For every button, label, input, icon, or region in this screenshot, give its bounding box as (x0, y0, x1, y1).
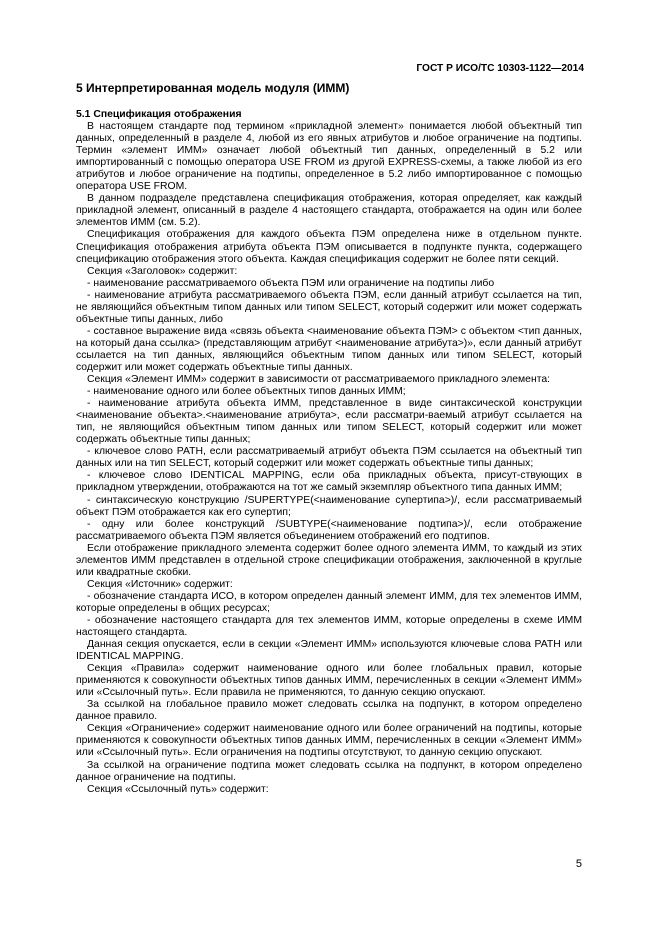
list-item: - наименование рассматриваемого объекта ПЭМ или ограничение на подтипы либо (87, 277, 495, 289)
paragraph: Секция «Ссылочный путь» содержит: (87, 783, 269, 795)
list-item: - наименование атрибута объекта ИММ, представленное в виде синтаксической конструкции <наименование объекта>.<наименование атрибута>, если рассматри-ваемый атрибут ссылается на тип, не являющийся объектным типом данных или типом SELECT, который содержит или может содержать объектные типы данных; (76, 398, 582, 446)
document-header: ГОСТ Р ИСО/ТС 10303-1122—2014 (416, 63, 584, 74)
list-item: - синтаксическую конструкцию /SUPERTYPE(<наименование супертипа>)/, если рассматриваемый объект ПЭМ отображается как его супертип; (76, 494, 582, 518)
paragraph: В настоящем стандарте под термином «прикладной элемент» понимается любой объектный тип данных, определенный в разделе 4, любой из его явных атрибутов и любое ограничение на подтипы. Термин «элемент ИММ» означает любой объектный тип данных, определенный в 5.2 или импортированный с помощью оператора USE FROM из другой EXPRESS-схемы, а также любой из его атрибутов и любое ограничение на подтипы, определенное в 5.2 либо импортированное с помощью оператора USE FROM. (76, 121, 582, 193)
paragraph: За ссылкой на ограничение подтипа может следовать ссылка на подпункт, в котором определено данное ограничение на подтипы. (76, 759, 582, 783)
paragraph: Спецификация отображения для каждого объекта ПЭМ определена ниже в отдельном пункте. Спецификация отображения атрибута объекта ПЭМ описывается в подпункте пункта, содержащего спецификацию отображения этого объекта. Каждая спецификация содержит не более пяти секций. (76, 229, 582, 265)
paragraph: Секция «Элемент ИММ» содержит в зависимости от рассматриваемого прикладного элемента: (87, 374, 551, 386)
list-item: - ключевое слово IDENTICAL MAPPING, если оба прикладных объекта, присут-ствующих в прикладном утверждении, отображаются на тот же самый экземпляр объектного типа данных ИММ; (76, 470, 582, 494)
list-item: - обозначение стандарта ИСО, в котором определен данный элемент ИММ, для тех элементов ИММ, которые определены в общих ресурсах; (76, 590, 582, 614)
paragraph: Секция «Правила» содержит наименование одного или более глобальных правил, которые применяются к совокупности объектных типов данных ИММ, перечисленных в секции «Элемент ИММ» или «Ссылочный путь». Если правила не применяются, то данную секцию опускают. (76, 663, 582, 699)
paragraph: За ссылкой на глобальное правило может следовать ссылка на подпункт, в котором определено данное правило. (76, 699, 582, 723)
list-item: - наименование одного или более объектных типов данных ИММ; (87, 386, 406, 398)
list-item: - обозначение настоящего стандарта для тех элементов ИММ, которые определены в схеме ИММ настоящего стандарта. (76, 614, 582, 639)
list-item: - ключевое слово PATH, если рассматриваемый атрибут объекта ПЭМ ссылается на объектный тип данных или на тип SELECT, который содержит или может содержать объектные типы данных; (76, 446, 582, 470)
page-content (76, 81, 582, 796)
paragraph: Секция «Заголовок» содержит: (87, 265, 238, 277)
section-title: 5 Интерпретированная модель модуля (ИММ) (76, 81, 350, 95)
paragraph: Если отображение прикладного элемента содержит более одного элемента ИММ, то каждый из этих элементов ИММ представлен в отдельной строке спецификации отображения, заключенной в круглые или квадратные скобки. (76, 542, 582, 578)
paragraph: Данная секция опускается, если в секции «Элемент ИММ» используются ключевые слова PATH или IDENTICAL MAPPING. (76, 639, 582, 663)
list-item: - составное выражение вида «связь объекта <наименование объекта ПЭМ> с объектом <тип данных, на который дана ссылка> (представляющим атрибут <наименование атрибута>)», если данный атрибут ссылается на тип данных, являющийся объектным типом данных или типом SELECT, который содержит или может содержать объектные типы данных. (76, 325, 582, 373)
list-item: - наименование атрибута рассматриваемого объекта ПЭМ, если данный атрибут ссылается на тип, не являющийся объектным типом данных или типом SELECT, который содержит или может содержать объектные типы данных, либо (76, 289, 582, 325)
subsection-title: 5.1 Спецификация отображения (76, 109, 242, 120)
paragraph: В данном подразделе представлена спецификация отображения, которая определяет, как каждый прикладной элемент, описанный в разделе 4 настоящего стандарта, отображается на один или более элементов ИММ (см. 5.2). (76, 193, 582, 229)
paragraph: Секция «Источник» содержит: (87, 578, 233, 590)
page-number: 5 (575, 858, 582, 870)
paragraph: Секция «Ограничение» содержит наименование одного или более ограничений на подтипы, которые применяются к совокупности объектных типов данных ИММ, перечисленных в секции «Элемент ИММ» или «Ссылочный путь». Если ограничения на подтипы отсутствуют, то данную секцию опускают. (76, 723, 582, 759)
list-item: - одну или более конструкций /SUBTYPE(<наименование подтипа>)/, если отображение рассматриваемого объекта ПЭМ является объединением отображений его подтипов. (76, 518, 582, 542)
